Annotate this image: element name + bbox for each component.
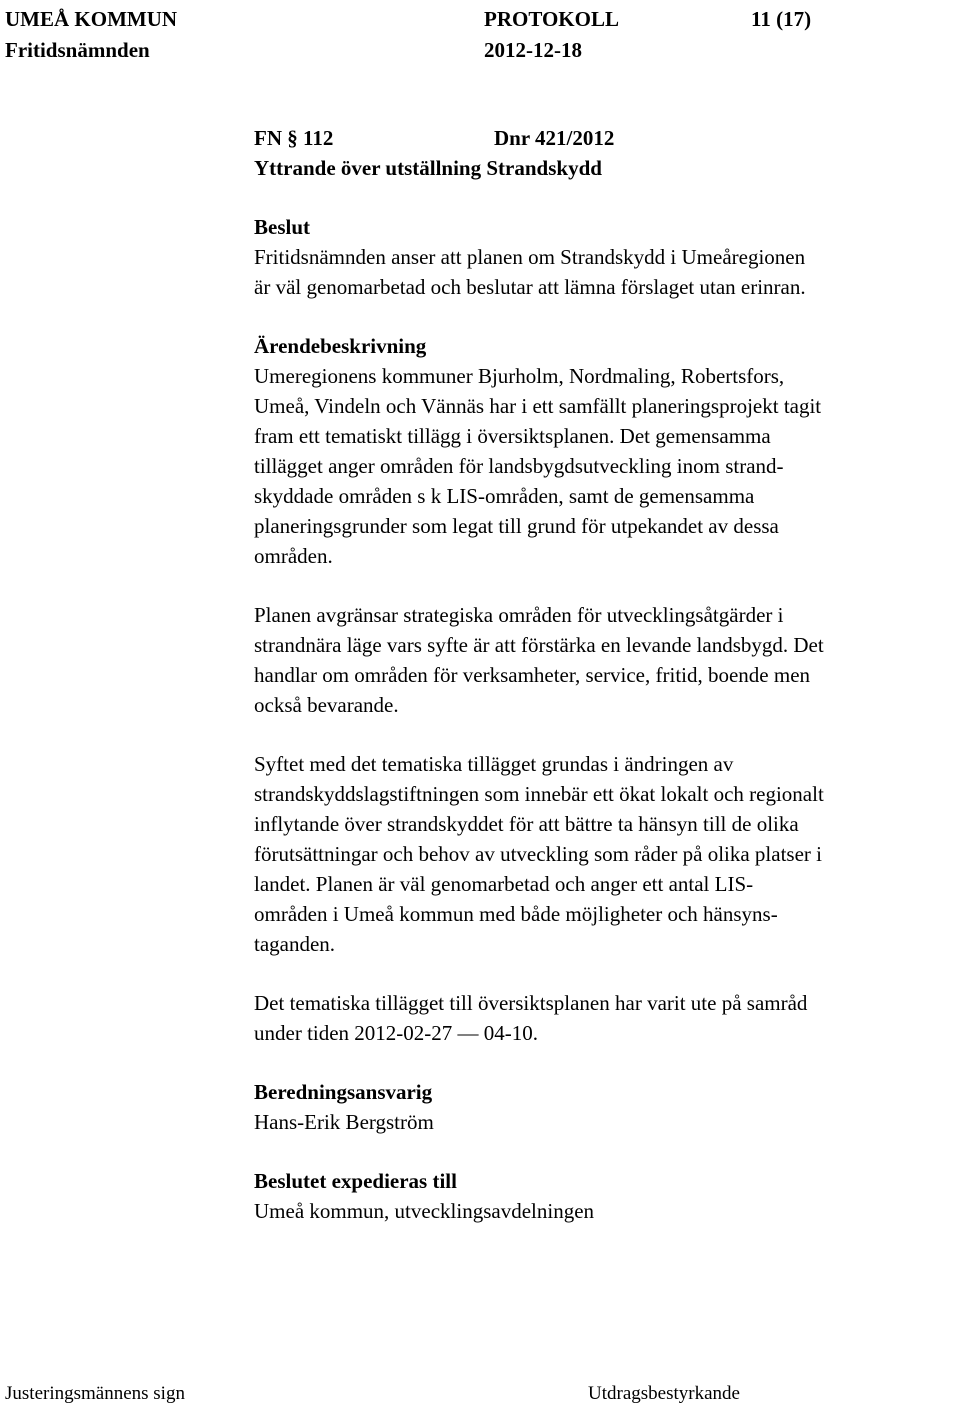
description-paragraph (254, 600, 954, 720)
paragraph-line: fram ett tematiskt tillägg i översiktsplanen. Det gemensamma (254, 424, 771, 448)
decision-text: Fritidsnämnden anser att planen om Strandskydd i Umeåregionen (254, 245, 806, 269)
paragraph-line: handlar om områden för verksamheter, service, fritid, boende men (254, 663, 811, 687)
paragraph-line: Det tematiska tillägget till översiktsplanen har varit ute på samråd (254, 991, 808, 1015)
decision-heading: Beslut (254, 215, 311, 239)
paragraph-line: taganden. (254, 932, 336, 956)
paragraph-line: under tiden 2012-02-27 — 04-10. (254, 1021, 539, 1045)
paragraph-line: också bevarande. (254, 693, 399, 717)
paragraph-line: inflytande över strandskyddet för att bättre ta hänsyn till de olika (254, 812, 799, 836)
department-name: Fritidsnämnden (5, 38, 150, 62)
case-number: FN § 112 (254, 126, 334, 150)
page-number: 11 (17) (751, 7, 812, 31)
paragraph-line: skyddade områden s k LIS-områden, samt de gemensamma (254, 484, 755, 508)
case-line (254, 123, 954, 153)
paragraph-line: förutsättningar och behov av utveckling som råder på olika platser i (254, 842, 822, 866)
responsible-heading: Beredningsansvarig (254, 1080, 433, 1104)
description-paragraph (254, 988, 954, 1048)
paragraph-line: områden i Umeå kommun med både möjligheter och hänsyns- (254, 902, 778, 926)
organization-name: UMEÅ KOMMUN (5, 7, 178, 31)
extract-certification-label: Utdragsbestyrkande (588, 1383, 740, 1404)
dispatch-recipient: Umeå kommun, utvecklingsavdelningen (254, 1199, 595, 1223)
dispatch-heading: Beslutet expedieras till (254, 1169, 457, 1193)
description-paragraph (254, 361, 954, 571)
document-type: PROTOKOLL (484, 7, 619, 31)
description-heading: Ärendebeskrivning (254, 334, 427, 358)
page-footer (0, 1381, 960, 1410)
paragraph-line: strandnära läge vars syfte är att förstärka en levande landsbygd. Det (254, 633, 824, 657)
paragraph-line: områden. (254, 544, 333, 568)
meeting-date: 2012-12-18 (484, 38, 582, 62)
paragraph-line: tillägget anger områden för landsbygdsutveckling inom strand- (254, 454, 784, 478)
paragraph-line: Planen avgränsar strategiska områden för utvecklingsåtgärder i (254, 603, 784, 627)
page-header (0, 0, 960, 70)
document-body (254, 123, 954, 1226)
paragraph-line: Syftet med det tematiska tillägget grundas i ändringen av (254, 752, 734, 776)
adjusters-signature-label: Justeringsmännens sign (5, 1383, 185, 1404)
paragraph-line: Umeregionens kommuner Bjurholm, Nordmaling, Robertsfors, (254, 364, 785, 388)
paragraph-line: planeringsgrunder som legat till grund för utpekandet av dessa (254, 514, 779, 538)
paragraph-line: landet. Planen är väl genomarbetad och anger ett antal LIS- (254, 872, 754, 896)
case-title: Yttrande över utställning Strandskydd (254, 156, 602, 180)
responsible-name: Hans-Erik Bergström (254, 1110, 434, 1134)
description-paragraph (254, 749, 954, 959)
registration-number: Dnr 421/2012 (494, 126, 615, 150)
decision-text: är väl genomarbetad och beslutar att lämna förslaget utan erinran. (254, 275, 806, 299)
paragraph-line: strandskyddslagstiftningen som innebär ett ökat lokalt och regionalt (254, 782, 824, 806)
paragraph-line: Umeå, Vindeln och Vännäs har i ett samfällt planeringsprojekt tagit (254, 394, 822, 418)
